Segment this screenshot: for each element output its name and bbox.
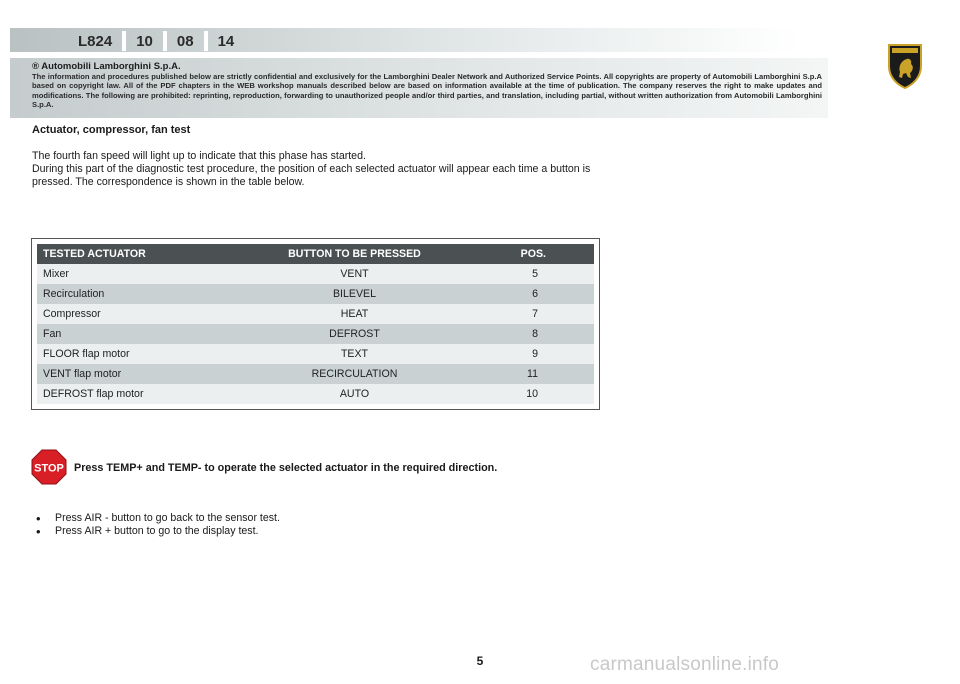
instruction-list — [36, 512, 280, 538]
code-group-number: 10 — [136, 32, 153, 50]
intro-paragraph: The fourth fan speed will light up to indicate that this phase has started. — [32, 150, 366, 162]
table-row — [37, 344, 594, 364]
cell-pos: 5 — [532, 268, 538, 280]
bullet-icon: • — [36, 524, 41, 539]
lamborghini-shield-icon — [885, 42, 925, 90]
intro-paragraph: During this part of the diagnostic test procedure, the position of each selected actuator will appear each time a button is pressed. The correspondence is shown in the table below. — [32, 163, 591, 188]
cell-pos: 10 — [526, 388, 538, 400]
list-item-text: Press AIR - button to go back to the sensor test. — [55, 512, 280, 524]
code-section: 14 — [217, 32, 235, 50]
code-separator — [122, 31, 126, 51]
cell-actuator: VENT flap motor — [43, 368, 122, 380]
code-subgroup: 08 — [176, 32, 194, 50]
table-row — [37, 284, 594, 304]
header-tested-actuator: TESTED ACTUATOR — [43, 248, 146, 260]
cell-button: AUTO — [339, 388, 370, 400]
cell-button: BILEVEL — [332, 288, 376, 300]
intro-text — [32, 150, 612, 189]
list-item — [36, 525, 280, 538]
cell-button: RECIRCULATION — [311, 368, 398, 380]
stop-instruction: Press TEMP+ and TEMP- to operate the selected actuator in the required direction. — [74, 462, 498, 474]
bullet-icon: • — [36, 511, 41, 526]
header-button: BUTTON TO BE PRESSED — [288, 248, 421, 260]
stop-sign-icon — [31, 449, 67, 485]
code-separator — [163, 31, 167, 51]
document-code — [72, 31, 240, 51]
cell-button: HEAT — [340, 308, 369, 320]
table-row — [37, 264, 594, 284]
cell-actuator: FLOOR flap motor — [43, 348, 130, 360]
cell-actuator: Mixer — [43, 268, 69, 280]
table-row — [37, 364, 594, 384]
page-number: 5 — [476, 654, 484, 668]
actuator-table — [37, 244, 594, 404]
cell-button: DEFROST — [329, 328, 380, 340]
notice-text: The information and procedures published below are strictly confidential and exclusively for the Lamborghini Dealer Network and Authorized Service Points. All copyrights are property of Automobili Lamborghini S.p.A based on copyright law. All of the PDF chapters in the WEB workshop manuals described below are based on information available at the time of publication. The company reserves the right to make updates and modifications. The following are prohibited: reprinting, reproduction, forwarding to unauthorized people and/or third parties, and translation, including partial, without written authorization from Automobili Lamborghini S.p.A. — [32, 72, 822, 110]
code-separator — [204, 31, 208, 51]
header-pos: POS. — [520, 248, 546, 260]
cell-actuator: Compressor — [43, 308, 101, 320]
cell-pos: 11 — [527, 368, 538, 380]
cell-actuator: Fan — [43, 328, 62, 340]
actuator-table-frame — [31, 238, 600, 410]
cell-pos: 6 — [532, 288, 538, 300]
list-item — [36, 512, 280, 525]
table-row — [37, 304, 594, 324]
list-item-text: Press AIR + button to go to the display test. — [55, 525, 259, 537]
cell-actuator: DEFROST flap motor — [43, 388, 144, 400]
cell-button: TEXT — [340, 348, 369, 360]
stop-label: STOP — [34, 462, 64, 475]
table-row — [37, 384, 594, 404]
cell-actuator: Recirculation — [43, 288, 105, 300]
watermark: carmanualsonline.info — [590, 654, 780, 675]
copyright-notice — [10, 58, 828, 118]
table-row — [37, 324, 594, 344]
cell-pos: 9 — [532, 348, 538, 360]
code-model: L824 — [78, 32, 113, 50]
cell-pos: 7 — [532, 308, 538, 320]
cell-button: VENT — [340, 268, 369, 280]
notice-title: ® Automobili Lamborghini S.p.A. — [32, 61, 181, 72]
section-title: Actuator, compressor, fan test — [32, 124, 191, 136]
cell-pos: 8 — [532, 328, 538, 340]
table-header-row — [37, 244, 594, 264]
